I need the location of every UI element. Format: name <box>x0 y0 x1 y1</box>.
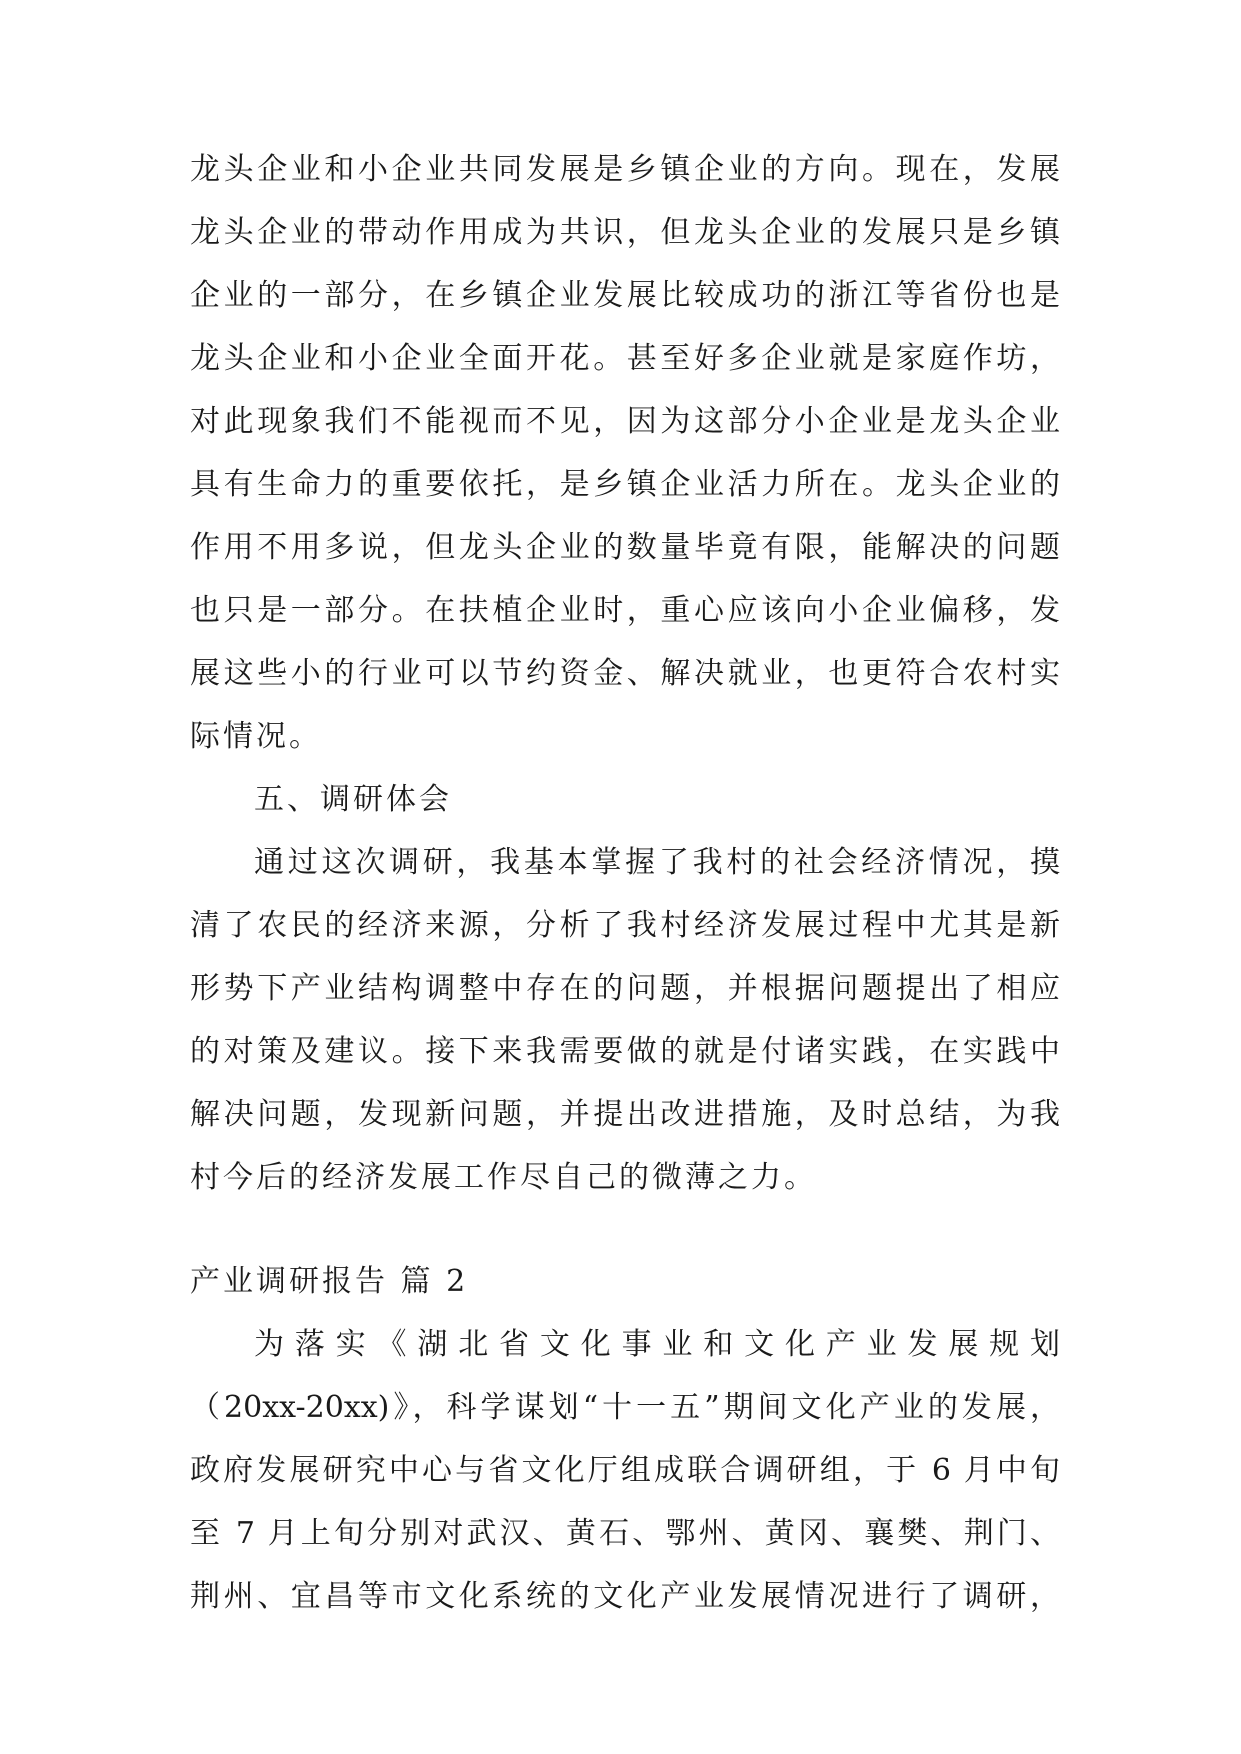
paragraph-line: 作用不用多说，但龙头企业的数量毕竟有限，能解决的问题 <box>190 530 1060 565</box>
paragraph-line: 龙头企业和小企业共同发展是乡镇企业的方向。现在，发展 <box>190 152 1060 187</box>
paragraph-line: 为落实《湖北省文化事业和文化产业发展规划 <box>254 1327 1060 1362</box>
paragraph-line: 企业的一部分，在乡镇企业发展比较成功的浙江等省份也是 <box>190 278 1060 313</box>
paragraph-line: （20xx-20xx)》，科学谋划“十一五”期间文化产业的发展， <box>190 1390 1060 1425</box>
paragraph-line: 至 7 月上旬分别对武汉、黄石、鄂州、黄冈、襄樊、荆门、 <box>190 1516 1060 1551</box>
paragraph-line: 龙头企业的带动作用成为共识，但龙头企业的发展只是乡镇 <box>190 215 1060 250</box>
paragraph-line: 通过这次调研，我基本掌握了我村的社会经济情况，摸 <box>254 845 1060 880</box>
paragraph-line: 清了农民的经济来源，分析了我村经济发展过程中尤其是新 <box>190 908 1060 943</box>
paragraph-line: 政府发展研究中心与省文化厅组成联合调研组，于 6 月中旬 <box>190 1453 1060 1488</box>
paragraph-line: 龙头企业和小企业全面开花。甚至好多企业就是家庭作坊， <box>190 341 1060 376</box>
article-title: 产业调研报告 篇 2 <box>190 1264 469 1299</box>
paragraph-line: 具有生命力的重要依托，是乡镇企业活力所在。龙头企业的 <box>190 467 1060 502</box>
paragraph-line: 展这些小的行业可以节约资金、解决就业，也更符合农村实 <box>190 656 1060 691</box>
paragraph-line: 际情况。 <box>190 719 322 754</box>
paragraph-line: 形势下产业结构调整中存在的问题，并根据问题提出了相应 <box>190 971 1060 1006</box>
paragraph-line: 对此现象我们不能视而不见，因为这部分小企业是龙头企业 <box>190 404 1060 439</box>
paragraph-line: 的对策及建议。接下来我需要做的就是付诸实践，在实践中 <box>190 1034 1060 1069</box>
paragraph-line: 也只是一部分。在扶植企业时，重心应该向小企业偏移，发 <box>190 593 1060 628</box>
paragraph-line: 村今后的经济发展工作尽自己的微薄之力。 <box>190 1160 817 1195</box>
paragraph-line: 解决问题，发现新问题，并提出改进措施，及时总结，为我 <box>190 1097 1060 1132</box>
paragraph-line: 荆州、宜昌等市文化系统的文化产业发展情况进行了调研， <box>190 1579 1060 1614</box>
section-heading: 五、调研体会 <box>254 782 452 817</box>
